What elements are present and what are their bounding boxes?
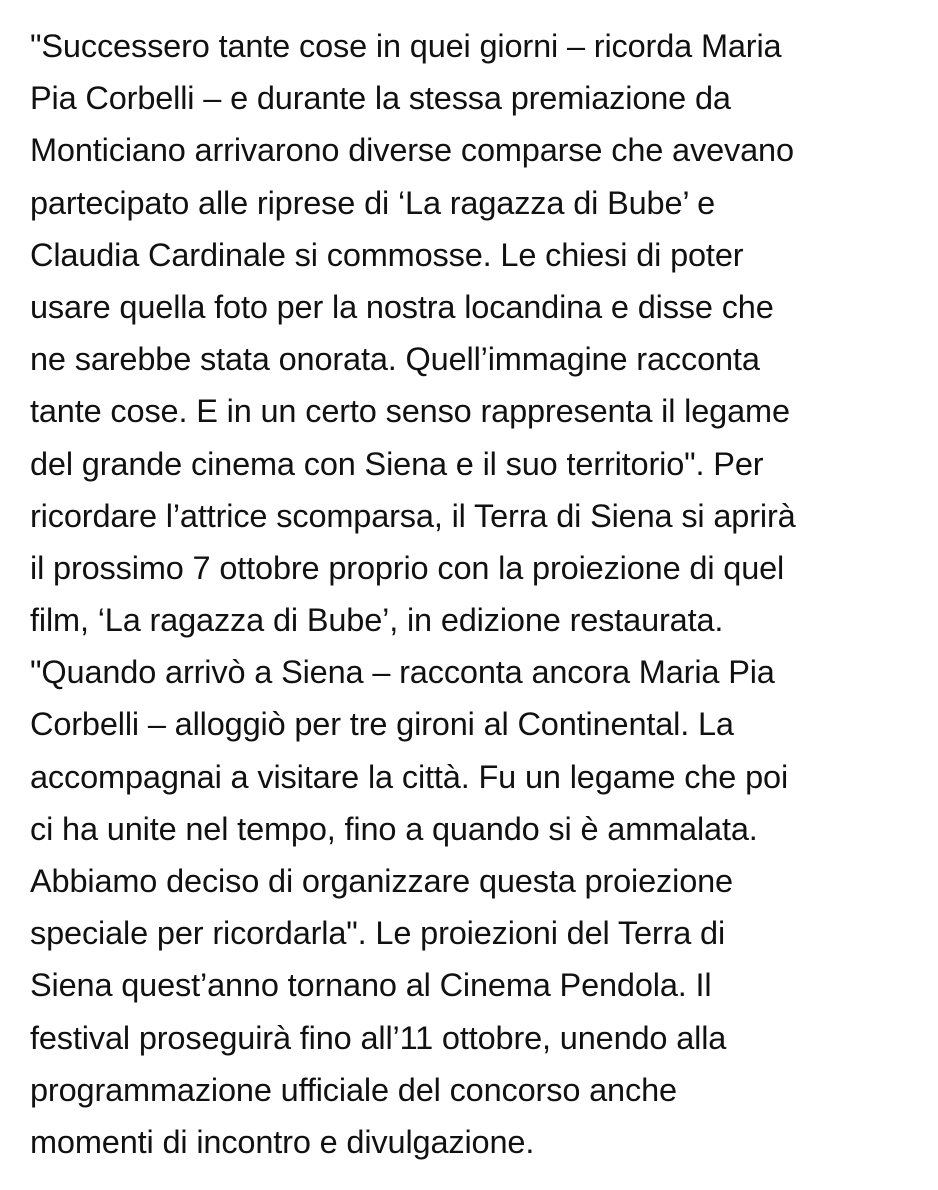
article-line: Siena quest’anno tornano al Cinema Pendola. Il [30,967,712,1004]
article-line: ricordare l’attrice scomparsa, il Terra di Siena si aprirà [30,497,796,534]
article-line: del grande cinema con Siena e il suo territorio". Per [30,445,764,482]
article-line: Monticiano arrivarono diverse comparse che avevano [30,132,794,169]
article-line: Corbelli – alloggiò per tre gironi al Continental. La [30,706,734,743]
article-line: film, ‘La ragazza di Bube’, in edizione restaurata. [30,602,724,639]
article-line: Abbiamo deciso di organizzare questa proiezione [30,863,733,899]
article-line: ci ha unite nel tempo, fino a quando si è ammalata. [30,810,758,847]
article-line: tante cose. E in un certo senso rappresenta il legame [30,393,790,430]
article-line: partecipato alle riprese di ‘La ragazza di Bube’ e [30,184,716,221]
article-line: programmazione ufficiale del concorso anche [30,1071,677,1108]
article-line: festival proseguirà fino all’11 ottobre, unendo alla [30,1019,727,1056]
article-line: speciale per ricordarla". Le proiezioni del Terra di [30,915,726,952]
article-line: Claudia Cardinale si commosse. Le chiesi di poter [30,236,744,273]
article-line: ne sarebbe stata onorata. Quell’immagine racconta [30,341,760,378]
article-line: il prossimo 7 ottobre proprio con la proiezione di quel [30,549,785,586]
article-line: accompagnai a visitare la città. Fu un legame che poi [30,758,789,795]
article-line: usare quella foto per la nostra locandina e disse che [30,288,774,325]
article-line: Pia Corbelli – e durante la stessa premiazione da [30,80,731,117]
article-line: "Successero tante cose in quei giorni – ricorda Maria [30,28,782,64]
article-line: momenti di incontro e divulgazione. [30,1123,535,1160]
article-text [30,20,910,1168]
article-line: "Quando arrivò a Siena – racconta ancora Maria Pia [30,654,775,691]
